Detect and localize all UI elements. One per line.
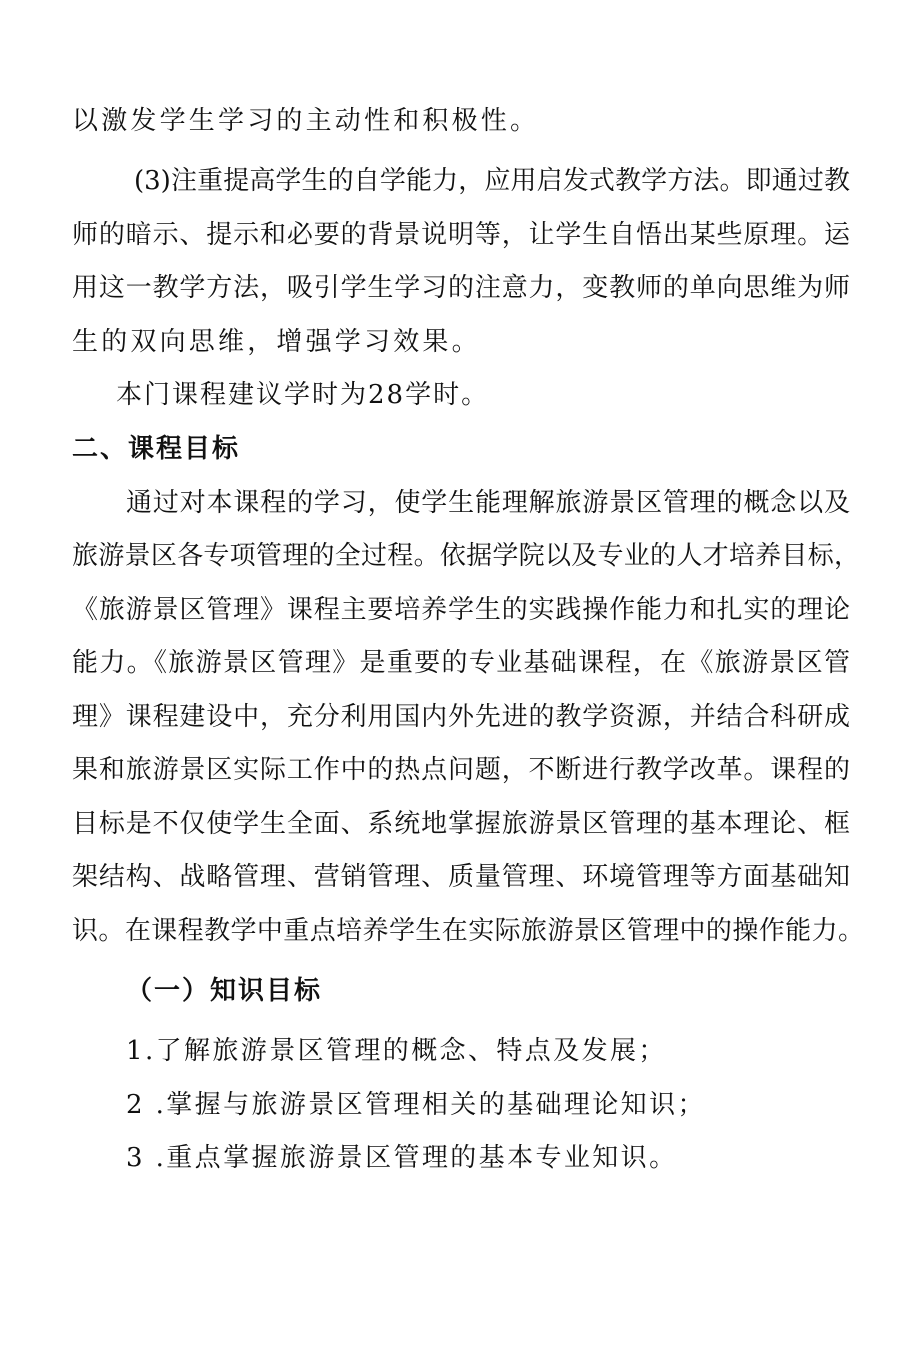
paragraph-line: 《旅游景区管理》课程主要培养学生的实践操作能力和扎实的理论: [72, 595, 850, 625]
paragraph-line: 旅游景区各专项管理的全过程。依据学院以及专业的人才培养目标，: [72, 541, 860, 571]
paragraph-line: 架结构、战略管理、营销管理、质量管理、环境管理等方面基础知: [72, 862, 850, 892]
paragraph-line: 用这一教学方法，吸引学生学习的注意力，变教师的单向思维为师: [72, 273, 850, 303]
paragraph-line: 通过对本课程的学习，使学生能理解旅游景区管理的概念以及: [126, 488, 850, 518]
subsection-heading: （一）知识目标: [126, 976, 323, 1006]
list-item: 1.了解旅游景区管理的概念、特点及发展；: [126, 1036, 667, 1066]
paragraph-line: 师的暗示、提示和必要的背景说明等，让学生自悟出某些原理。运: [72, 220, 850, 250]
paragraph-line: 能力。《旅游景区管理》是重要的专业基础课程，在《旅游景区管: [72, 648, 850, 678]
section-heading: 二、课程目标: [72, 434, 241, 464]
paragraph-line: 果和旅游景区实际工作中的热点问题，不断进行教学改革。课程的: [72, 755, 850, 785]
list-item: 2 .掌握与旅游景区管理相关的基础理论知识；: [126, 1090, 706, 1120]
paragraph-line: 本门课程建议学时为28学时。: [116, 380, 490, 410]
paragraph-line: (3)注重提高学生的自学能力，应用启发式教学方法。即通过教: [134, 166, 850, 196]
list-item: 3 .重点掌握旅游景区管理的基本专业知识。: [126, 1143, 678, 1173]
paragraph-line: 识。在课程教学中重点培养学生在实际旅游景区管理中的操作能力。: [72, 916, 864, 946]
paragraph-line: 目标是不仅使学生全面、系统地掌握旅游景区管理的基本理论、框: [72, 809, 850, 839]
paragraph-line: 以激发学生学习的主动性和积极性。: [72, 106, 540, 136]
paragraph-line: 生的双向思维，增强学习效果。: [72, 327, 481, 357]
paragraph-line: 理》课程建设中，充分利用国内外先进的教学资源，并结合科研成: [72, 702, 850, 732]
